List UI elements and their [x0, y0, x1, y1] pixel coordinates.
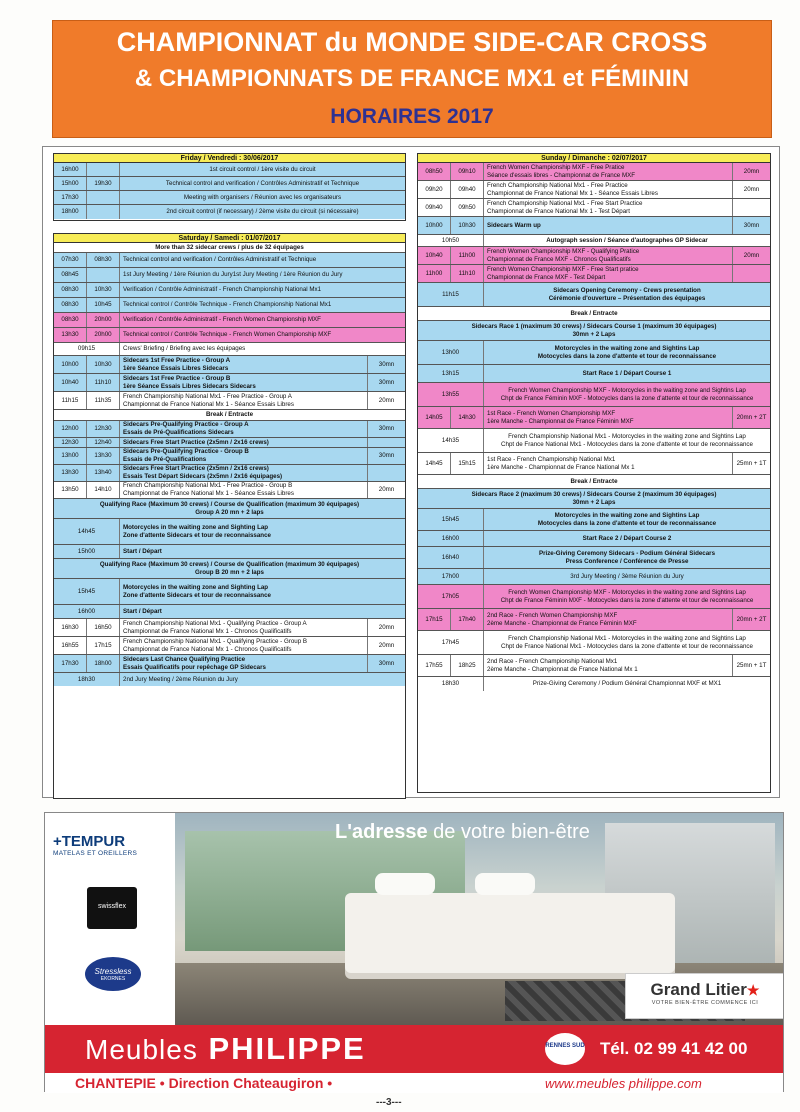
schedule-row: Qualifying Race (Maximum 30 crews) / Course de Qualification (maximum 30 équipages) Group A 20 mn + 2 laps	[54, 499, 405, 519]
end-time: 12h30	[87, 421, 120, 437]
event-description: Motorcycles in the waiting zone and Sightins Lap Motocycles dans la zone d'attente et tour de reconnaissance	[537, 511, 717, 527]
end-time	[87, 205, 120, 219]
event-duration	[732, 265, 770, 282]
day-title: Sunday / Dimanche : 02/07/2017	[418, 154, 770, 163]
start-time: 14h05	[418, 407, 451, 428]
start-time: 16h55	[54, 637, 87, 654]
start-time: 13h50	[54, 482, 87, 498]
schedule-row	[418, 217, 770, 235]
event-description: Start / Départ	[123, 547, 162, 555]
schedule-row	[54, 283, 405, 298]
day-block	[53, 153, 406, 221]
schedule-row	[54, 448, 405, 465]
event-time: 16h00	[54, 605, 120, 618]
tempur-logo	[53, 833, 168, 857]
schedule-row	[54, 374, 405, 392]
end-time: 15h15	[451, 453, 484, 474]
schedule-row	[54, 619, 405, 637]
end-time	[87, 191, 120, 204]
schedule-row	[54, 579, 405, 605]
event-duration: 20mn	[367, 637, 405, 654]
schedule-row	[418, 383, 770, 407]
event-time: 09h15	[54, 343, 120, 355]
start-time: 17h55	[418, 655, 451, 676]
schedule-row	[418, 181, 770, 199]
schedule-row	[54, 421, 405, 438]
schedule-row	[418, 429, 770, 453]
start-time: 08h30	[54, 298, 87, 312]
event-description: Motorcycles in the waiting zone and Sighting Lap Zone d'attente Sidecars et tour de reconnaissance	[123, 583, 271, 599]
grand-litier-tagline: VOTRE BIEN-ÊTRE COMMENCE ICI	[651, 1000, 759, 1006]
shop-phone: Tél. 02 99 41 42 00	[600, 1039, 748, 1058]
event-description: French Championship National Mx1 - Free Practice - Group B Championnat de France National Mx 1 - Séance Essais Libres	[123, 482, 294, 497]
start-time: 11h15	[54, 392, 87, 409]
event-time: 17h00	[418, 569, 484, 584]
event-description: Sidecars Free Start Practice (2x5mn / 2x16 crews) Essais Test Départ Sidecars (2x5mn / 2x16 équipages)	[123, 465, 283, 480]
end-time: 11h10	[87, 374, 120, 391]
start-time: 15h00	[54, 177, 87, 190]
slogan-bold: L'adresse	[335, 821, 428, 843]
schedule-row	[418, 547, 770, 569]
event-description: 1st Race - French Championship National Mx1 1ère Manche - Championnat de France National Mx 1	[487, 455, 635, 471]
start-time: 13h00	[54, 448, 87, 464]
event-time: 13h15	[418, 365, 484, 382]
event-duration: 30mn	[367, 421, 405, 437]
shop-address: CHANTEPIE • Direction Chateaugiron •	[75, 1075, 333, 1091]
event-description: Start Race 2 / Départ Course 2	[582, 534, 672, 542]
event-duration	[367, 465, 405, 481]
schedule-row	[418, 453, 770, 475]
schedule-row	[418, 677, 770, 691]
start-time: 11h00	[418, 265, 451, 282]
schedule-row	[418, 531, 770, 547]
schedule-row	[418, 609, 770, 631]
stressless-subtitle: EKORNES	[100, 976, 126, 982]
end-time	[87, 163, 120, 176]
schedule-row	[54, 545, 405, 559]
end-time: 18h25	[451, 655, 484, 676]
start-time: 16h30	[54, 619, 87, 636]
schedule-row	[54, 482, 405, 499]
start-time: 10h00	[418, 217, 451, 234]
event-duration: 30mn	[732, 217, 770, 234]
schedule-row	[54, 655, 405, 673]
end-time: 11h00	[451, 247, 484, 264]
event-time: 13h00	[418, 341, 484, 364]
shop-address-bar	[45, 1073, 783, 1093]
header-banner	[52, 20, 772, 138]
end-time: 08h30	[87, 253, 120, 267]
schedule-row	[54, 268, 405, 283]
schedule-row	[54, 328, 405, 343]
grand-litier-logo	[625, 973, 783, 1019]
bedroom-photo	[175, 813, 783, 1025]
schedule-row	[54, 605, 405, 619]
start-time: 17h30	[54, 655, 87, 672]
schedule-row	[418, 265, 770, 283]
schedule-row: Sidecars Race 2 (maximum 30 crews) / Sidecars Course 2 (maximum 30 équipages) 30mn + 2 Laps	[418, 489, 770, 509]
event-description: Prize-Giving Ceremony / Podium Général Championnat MXF et MX1	[532, 680, 722, 688]
end-time: 09h10	[451, 163, 484, 180]
event-description: Sidecars Pre-Qualifying Practice - Group A Essais de Pré-Qualifications Sidecars	[123, 421, 249, 436]
event-duration: 20mn	[732, 163, 770, 180]
schedule-row	[54, 163, 405, 177]
end-time	[87, 268, 120, 282]
event-duration: 20mn + 2T	[732, 407, 770, 428]
end-time: 12h40	[87, 438, 120, 447]
star-icon: ★	[746, 982, 760, 998]
start-time: 13h30	[54, 465, 87, 481]
schedule-row	[418, 407, 770, 429]
end-time: 11h35	[87, 392, 120, 409]
schedule-row: Break / Entracte	[418, 307, 770, 321]
advertisement	[44, 812, 784, 1092]
start-time: 10h00	[54, 356, 87, 373]
end-time: 20h00	[87, 328, 120, 342]
event-description: Sidecars Pre-Qualifying Practice - Group B Essais de Pré-Qualifications	[123, 448, 249, 463]
start-time: 08h30	[54, 283, 87, 297]
event-description: French Championship National Mx1 - Free Start Practice Championnat de France National Mx 1 - Test Départ	[487, 199, 643, 215]
event-duration: 20mn + 2T	[732, 609, 770, 630]
slogan-rest: de votre bien-être	[427, 821, 590, 843]
event-duration: 30mn	[367, 448, 405, 464]
end-time: 13h30	[87, 448, 120, 464]
schedule-row	[54, 343, 405, 356]
start-time: 09h20	[418, 181, 451, 198]
event-description: 2nd Race - French Championship National Mx1 2ème Manche - Championnat de France National Mx 1	[487, 657, 638, 673]
schedule-row: Sidecars Race 1 (maximum 30 crews) / Sidecars Course 1 (maximum 30 équipages) 30mn + 2 Laps	[418, 321, 770, 341]
schedule-row	[54, 637, 405, 655]
start-time: 16h00	[54, 163, 87, 176]
grand-litier-name: Grand Litier	[650, 980, 747, 999]
schedule-row	[418, 569, 770, 585]
start-time: 09h40	[418, 199, 451, 216]
event-description: French Women Championship MXF - Motorcycles in the waiting zone and Sightins Lap Chpt de France Féminin MXF - Motocycles dans la zone d'attente et tour de reconnaissance	[500, 386, 754, 402]
schedule-row	[418, 247, 770, 265]
event-duration: 30mn	[367, 356, 405, 373]
end-time: 17h15	[87, 637, 120, 654]
start-time: 12h00	[54, 421, 87, 437]
event-time: 16h40	[418, 547, 484, 568]
event-time: 15h00	[54, 545, 120, 558]
start-time: 10h40	[54, 374, 87, 391]
end-time: 09h40	[451, 181, 484, 198]
event-description: Technical control / Contrôle Technique - French Championship National Mx1	[123, 301, 332, 309]
photo-bed	[345, 893, 675, 973]
schedule-row: Break / Entracte	[54, 410, 405, 421]
start-time: 14h45	[418, 453, 451, 474]
schedule-row	[54, 177, 405, 191]
event-description: Sidecars Free Start Practice (2x5mn / 2x16 crews)	[123, 438, 269, 446]
schedule-row	[54, 253, 405, 268]
day-title: Friday / Vendredi : 30/06/2017	[54, 154, 405, 163]
ad-slogan	[335, 821, 590, 844]
start-time: 12h30	[54, 438, 87, 447]
end-time: 11h10	[451, 265, 484, 282]
event-description: 1st Jury Meeting / 1ère Réunion du Jury1st Jury Meeting / 1ère Réunion du Jury	[123, 271, 343, 279]
tempur-subtitle: MATELAS ET OREILLERS	[53, 850, 138, 857]
shop-banner	[45, 1025, 783, 1073]
schedule-row	[54, 191, 405, 205]
event-description: 2nd Jury Meeting / 2ème Réunion du Jury	[123, 675, 238, 683]
event-description: French Championship National Mx1 - Motorcycles in the waiting zone and Sightins Lap Chpt de France National Mx1 - Motocycles dans la zone d'attente et tour de reconnaissance	[501, 432, 753, 448]
start-time: 17h15	[418, 609, 451, 630]
event-description: Meeting with organisers / Réunion avec les organisateurs	[183, 193, 342, 201]
start-time: 08h45	[54, 268, 87, 282]
end-time: 18h00	[87, 655, 120, 672]
event-description: Prize-Giving Ceremony Sidecars - Podium Général Sidecars Press Conference / Conférence de Presse	[538, 549, 716, 565]
event-duration	[367, 438, 405, 447]
schedule-row	[54, 356, 405, 374]
event-duration: 30mn	[367, 374, 405, 391]
event-description: French Championship National Mx1 - Free Practice Championnat de France National Mx 1 - Séance Essais Libres	[487, 181, 658, 197]
shop-name-light: Meubles	[85, 1034, 198, 1065]
photo-pillow	[375, 873, 435, 895]
event-time: 17h05	[418, 585, 484, 608]
schedule-row	[418, 163, 770, 181]
event-description: Technical control and verification / Contrôles Administratif et Technique	[165, 179, 360, 187]
schedule-row: Qualifying Race (Maximum 30 crews) / Course de Qualification (maximum 30 équipages) Group B 20 mn + 2 laps	[54, 559, 405, 579]
event-duration: 30mn	[367, 655, 405, 672]
schedule-row	[54, 313, 405, 328]
event-description: French Women Championship MXF - Free Start pratice Championnat de France MXF - Test Départ	[487, 265, 639, 281]
schedule-row	[418, 631, 770, 655]
end-time: 19h30	[87, 177, 120, 190]
event-description: French Women Championship MXF - Free Pratice Séance d'essais libres - Championnat de France MXF	[487, 163, 636, 179]
end-time: 14h10	[87, 482, 120, 498]
stressless-name: Stressless	[94, 967, 132, 976]
brand-column	[45, 813, 175, 1023]
event-time: 14h35	[418, 429, 484, 452]
schedule-row	[54, 298, 405, 313]
event-time: 10h50	[418, 235, 484, 246]
rennes-sud-badge: RENNES SUD	[545, 1033, 585, 1065]
event-description: Sidecars 1st Free Practice - Group B 1ère Séance Essais Libres Sidecars Sidecars	[123, 374, 256, 390]
swissflex-logo	[87, 887, 137, 929]
schedule-title: HORAIRES 2017	[330, 105, 494, 128]
photo-pillow	[475, 873, 535, 895]
end-time: 10h30	[451, 217, 484, 234]
event-description: Sidecars Warm up	[487, 221, 541, 229]
event-duration: 20mn	[367, 392, 405, 409]
event-duration: 20mn	[367, 482, 405, 498]
shop-name-bold: PHILIPPE	[208, 1031, 366, 1066]
day-block	[417, 153, 771, 793]
main-title: CHAMPIONNAT du MONDE SIDE-CAR CROSS	[116, 27, 708, 57]
end-time: 20h00	[87, 313, 120, 327]
event-time: 18h30	[418, 677, 484, 691]
event-description: 3rd Jury Meeting / 3ème Réunion du Jury	[570, 572, 684, 580]
day-title: Saturday / Samedi : 01/07/2017	[54, 234, 405, 243]
start-time: 17h30	[54, 191, 87, 204]
schedule-row	[418, 509, 770, 531]
schedule-row	[54, 438, 405, 448]
schedule-row	[54, 465, 405, 482]
start-time: 13h30	[54, 328, 87, 342]
end-time: 09h50	[451, 199, 484, 216]
event-description: Start Race 1 / Départ Course 1	[582, 369, 672, 377]
schedule-row	[418, 365, 770, 383]
event-description: Sidecars 1st Free Practice - Group A 1ère Séance Essais Libres Sidecars	[123, 356, 231, 372]
schedule-row	[418, 283, 770, 307]
event-time: 15h45	[418, 509, 484, 530]
event-duration	[732, 199, 770, 216]
swissflex-name: swissflex	[97, 903, 126, 910]
schedule-row	[54, 673, 405, 686]
event-time: 18h30	[54, 673, 120, 686]
schedule-panel	[42, 146, 780, 798]
event-time: 11h15	[418, 283, 484, 306]
event-description: Crews' Briefing / Briefing avec les équipages	[123, 345, 246, 353]
schedule-row	[54, 519, 405, 545]
end-time: 10h30	[87, 356, 120, 373]
event-description: Motorcycles in the waiting zone and Sighting Lap Zone d'attente Sidecars et tour de reconnaissance	[123, 523, 271, 539]
start-time: 08h30	[54, 313, 87, 327]
start-time: 08h50	[418, 163, 451, 180]
end-time: 17h40	[451, 609, 484, 630]
schedule-row	[54, 392, 405, 410]
schedule-row	[418, 585, 770, 609]
schedule-row	[54, 205, 405, 219]
schedule-row: Break / Entracte	[418, 475, 770, 489]
schedule-row	[418, 235, 770, 247]
event-description: French Championship National Mx1 - Free Practice - Group A Championnat de France National Mx 1 - Séance Essais Libres	[123, 392, 294, 408]
shop-name	[85, 1031, 366, 1067]
event-description: Verification / Contrôle Administratif - French Championship National Mx1	[123, 286, 322, 294]
event-duration: 25mn + 1T	[732, 453, 770, 474]
schedule-row	[418, 655, 770, 677]
event-description: Technical control / Contrôle Technique - French Women Championship MXF	[123, 331, 332, 339]
event-description: Start / Départ	[123, 607, 162, 615]
event-description: 1st circuit control / 1ère visite du circuit	[209, 165, 316, 173]
end-time: 16h50	[87, 619, 120, 636]
event-description: Sidecars Opening Ceremony - Crews presentation Cérémonie d'ouverture – Présentation des équipages	[548, 286, 706, 302]
event-description: Motorcycles in the waiting zone and Sightins Lap Motocycles dans la zone d'attente et tour de reconnaissance	[537, 344, 717, 360]
event-time: 15h45	[54, 579, 120, 604]
event-duration: 25mn + 1T	[732, 655, 770, 676]
event-description: Verification / Contrôle Administratif - French Women Championship MXF	[123, 316, 321, 324]
event-time: 13h55	[418, 383, 484, 406]
event-time: 16h00	[418, 531, 484, 546]
start-time: 07h30	[54, 253, 87, 267]
event-description: Autograph session / Séance d'autographes GP Sidecar	[546, 236, 708, 244]
event-duration: 20mn	[732, 181, 770, 198]
schedule-row	[418, 341, 770, 365]
schedule-row	[418, 199, 770, 217]
event-description: 1st Race - French Women Championship MXF 1ère Manche - Championnat de France Féminin MXF	[487, 409, 634, 425]
end-time: 14h30	[451, 407, 484, 428]
event-description: French Championship National Mx1 - Qualifying Practice - Group A Championnat de France National Mx 1 - Chronos Qualificatifs	[123, 619, 307, 635]
end-time: 13h40	[87, 465, 120, 481]
event-description: French Women Championship MXF - Qualifying Pratice Championnat de France MXF - Chronos Qualificatifs	[487, 247, 640, 263]
event-duration: 20mn	[367, 619, 405, 636]
event-description: French Championship National Mx1 - Motorcycles in the waiting zone and Sightins Lap Chpt de France National Mx1 - Motocycles dans la zone d'attente et tour de reconnaissance	[501, 634, 753, 650]
shop-website: www.meubles philippe.com	[545, 1076, 702, 1091]
event-description: French Championship National Mx1 - Qualifying Practice - Group B Championnat de France National Mx 1 - Chronos Qualificatifs	[123, 637, 307, 653]
stressless-logo	[85, 957, 141, 991]
event-description: French Women Championship MXF - Motorcycles in the waiting zone and Sightins Lap Chpt de France Féminin MXF - Motocycles dans la zone d'attente et tour de reconnaissance	[500, 588, 754, 604]
event-description: 2nd circuit control (if necessary) / 2ème visite du circuit (si nécessaire)	[166, 208, 359, 216]
end-time: 10h30	[87, 283, 120, 297]
event-time: 14h45	[54, 519, 120, 544]
sub-title: & CHAMPIONNATS DE FRANCE MX1 et FÉMININ	[134, 65, 690, 92]
start-time: 10h40	[418, 247, 451, 264]
page-number: ---3---	[376, 1097, 402, 1108]
schedule-row: More than 32 sidecar crews / plus de 32 équipages	[54, 243, 405, 253]
end-time: 10h45	[87, 298, 120, 312]
event-duration: 20mn	[732, 247, 770, 264]
tempur-name: +TEMPUR	[53, 833, 126, 850]
start-time: 18h00	[54, 205, 87, 219]
event-time: 17h45	[418, 631, 484, 654]
event-description: Sidecars Last Chance Qualifying Practice Essais Qualificatifs pour repêchage GP Sidecars	[123, 655, 266, 671]
event-description: Technical control and verification / Contrôles Administratif et Technique	[123, 256, 317, 264]
event-description: 2nd Race - French Women Championship MXF 2ème Manche - Championnat de France Féminin MXF	[487, 611, 637, 627]
day-block	[53, 233, 406, 799]
